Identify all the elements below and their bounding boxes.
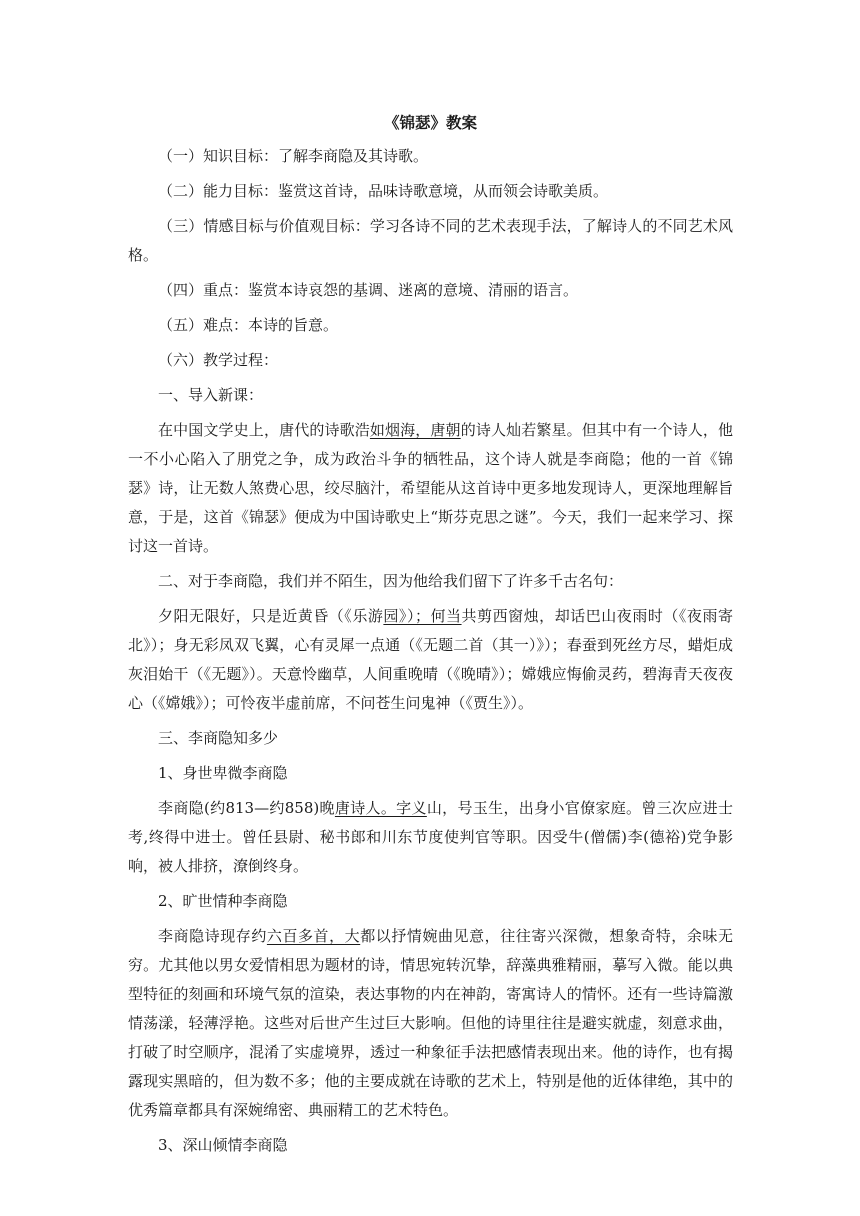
section-quotes-heading: 二、对于李商隐，我们并不陌生，因为他给我们留下了许多千古名句：: [158, 572, 624, 590]
sub2-text-a: 李商隐诗现存约: [158, 927, 267, 945]
section-intro-paragraph: [128, 416, 733, 561]
document-title: 《锦瑟》教案: [383, 113, 477, 132]
subsection-1-paragraph: [128, 794, 733, 881]
quotes-text-a: 夕阳无限好，只是近黄昏（《乐游: [158, 607, 384, 625]
quotes-text-b: 共剪西窗烛，却话巴山夜雨时（《夜雨寄北》）；身无彩凤双飞翼，心有灵犀一点通（《无题二首（其一）》）；春蚕到死丝方尽，蜡炬成灰泪始干（《无题》）。天意怜幽草，人间重晚晴（《晚晴》）；嫦娥应悔偷灵药，碧海青天夜夜心（《嫦娥》）；可怜夜半虚前席，不问苍生问鬼神（《贾生》）。: [128, 607, 733, 712]
objective-knowledge: （一）知识目标：了解李商隐及其诗歌。: [158, 147, 429, 165]
subsection-2-heading: 2、旷世情种李商隐: [158, 892, 288, 910]
quotes-underlined-text: 园》）；何当: [383, 607, 462, 625]
lesson-plan-body: [128, 112, 733, 1160]
intro-text-a: 在中国文学史上，唐代的诗歌浩: [158, 421, 370, 439]
subsection-2-paragraph: [128, 922, 733, 1125]
subsection-3-heading: 3、深山倾情李商隐: [158, 1136, 288, 1154]
intro-underlined-text: 如烟海，唐朝: [369, 421, 461, 439]
subsection-1-heading: 1、身世卑微李商隐: [158, 764, 288, 782]
sub2-text-b: 都以抒情婉曲见意，往往寄兴深微，想象奇特，余味无穷。尤其他以男女爱情相思为题材的诗，情思宛转沉挚，辞藻典雅精丽，摹写入微。能以典型特征的刻画和环境气氛的渲染，表达事物的内在神韵，寄寓诗人的情怀。还有一些诗篇激情荡漾，轻薄浮艳。这些对后世产生过巨大影响。但他的诗里往往是避实就虚，刻意求曲，打破了时空顺序，混淆了实虚境界，透过一种象征手法把感情表现出来。他的诗作，也有揭露现实黑暗的，但为数不多；他的主要成就在诗歌的艺术上，特别是他的近体律绝，其中的优秀篇章都具有深婉绵密、典丽精工的艺术特色。: [128, 927, 733, 1119]
sub1-underlined-text: 唐诗人。字义: [334, 799, 427, 817]
objective-ability: （二）能力目标：鉴赏这首诗，品味诗歌意境，从而领会诗歌美质。: [158, 182, 609, 200]
section-about-heading: 三、李商隐知多少: [158, 729, 279, 747]
objective-emotion: （三）情感目标与价值观目标：学习各诗不同的艺术表现手法，了解诗人的不同艺术风格。: [128, 217, 733, 264]
key-point: （四）重点：鉴赏本诗哀怨的基调、迷离的意境、清丽的语言。: [158, 281, 579, 299]
sub1-text-a: 李商隐(约813—约858)晚: [158, 799, 335, 817]
section-quotes-paragraph: [128, 602, 733, 718]
sub1-text-b: 山，号玉生，出身小官僚家庭。曾三次应进士考,终得中进士。曾任县尉、秘书郎和川东节度使判官等职。因受牛(僧儒)李(德裕)党争影响，被人排挤，潦倒终身。: [128, 799, 733, 875]
sub2-underlined-text: 六百多首，大: [266, 927, 361, 945]
difficulty: （五）难点：本诗的旨意。: [158, 316, 339, 334]
teaching-process: （六）教学过程：: [158, 351, 279, 369]
section-intro-heading: 一、导入新课：: [158, 386, 264, 404]
intro-text-b: 的诗人灿若繁星。但其中有一个诗人，他一不小心陷入了朋党之争，成为政治斗争的牺牲品，这个诗人就是李商隐；他的一首《锦瑟》诗，让无数人煞费心思，绞尽脑汁，希望能从这首诗中更多地发现诗人，更深地理解旨意，于是，这首《锦瑟》便成为中国诗歌史上“斯芬克思之谜”。今天，我们一起来学习、探讨这一首诗。: [128, 421, 733, 555]
